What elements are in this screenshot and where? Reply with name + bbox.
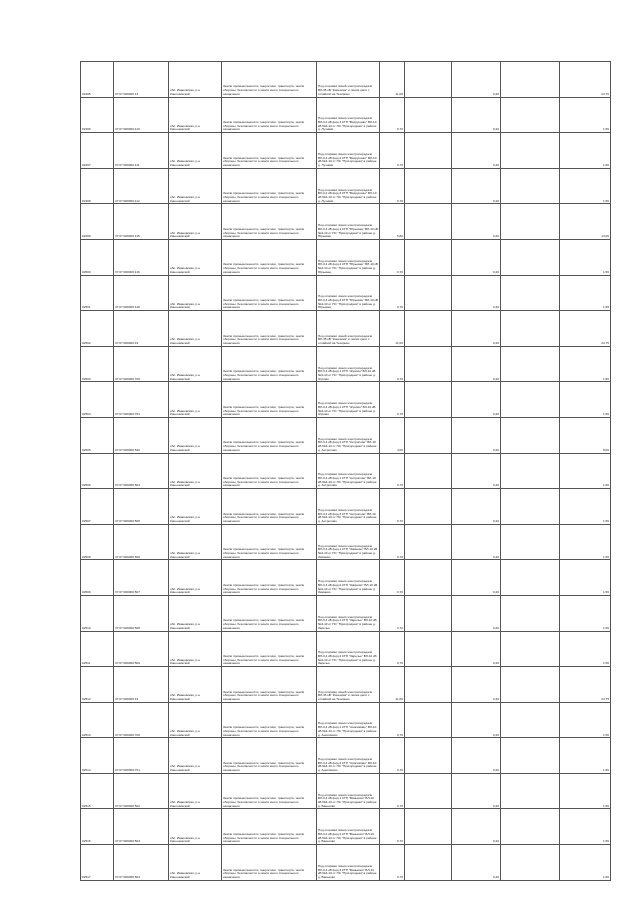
area-value: 0,70	[380, 845, 405, 881]
tax-rate: 0,20	[452, 417, 501, 453]
area-value: 0,70	[380, 738, 405, 774]
table-row	[81, 97, 611, 133]
table-row	[81, 809, 611, 845]
empty-cell	[501, 809, 560, 845]
table-row	[81, 346, 611, 382]
location: обл. Ивановская, р-н Кинешемский	[169, 382, 222, 418]
permitted-use: Под опорами линии электропередачи ВЛ-0,4 кВ фид.1 КТП "Заречье" ВЛ-10 кВ №4-10 от ПС "Пригородная" в районе д. Заречье	[317, 595, 380, 631]
empty-cell	[501, 417, 560, 453]
table-row	[81, 311, 611, 347]
row-number: 02512	[81, 667, 114, 703]
tax-rate: 0,20	[452, 738, 501, 774]
empty-cell	[405, 97, 452, 133]
location: обл. Ивановская, р-н Кинешемский	[169, 204, 222, 240]
row-number: 02511	[81, 631, 114, 667]
row-number: 02515	[81, 773, 114, 809]
area-value: 11,00	[380, 62, 405, 98]
area-value: 5,80	[380, 204, 405, 240]
area-value: 11,00	[380, 667, 405, 703]
permitted-use: Под опорами линии электропередачи ВЛ-0,4 кВ фид.1 КТП "Ваньково" ВЛ-10 кВ №4-10 от ПС "Пригородная" в районе д. Ваньково	[317, 773, 380, 809]
cadastral-number: 37:07:000000:115	[114, 204, 169, 240]
empty-cell	[405, 382, 452, 418]
tax-amount: 1,56	[560, 738, 611, 774]
empty-cell	[405, 595, 452, 631]
land-category: Земли промышленности, энергетики, транспорта, земли обороны, безопасности и земли иного специального назначения	[222, 311, 317, 347]
land-category: Земли промышленности, энергетики, транспорта, земли обороны, безопасности и земли иного специального назначения	[222, 62, 317, 98]
permitted-use: Под опорами линии электропередачи ВЛ-0,4 кВ фид.2 КТП "Зимнево" ВЛ-10 кВ №4-10 от ПС "Пригородная" в районе д. Зимнево	[317, 560, 380, 596]
cadastral-number: 37:07:000000:701	[114, 382, 169, 418]
area-value: 0,70	[380, 809, 405, 845]
location: обл. Ивановская, р-н Кинешемский	[169, 97, 222, 133]
empty-cell	[501, 346, 560, 382]
area-value: 0,70	[380, 97, 405, 133]
tax-rate: 0,20	[452, 97, 501, 133]
cadastral-number: 37:07:000000:701	[114, 738, 169, 774]
cadastral-number: 37:07:000000:112	[114, 168, 169, 204]
cadastral-number: 37:07:000000:506	[114, 524, 169, 560]
empty-cell	[405, 845, 452, 881]
empty-cell	[405, 773, 452, 809]
permitted-use: Под опорами линии электропередачи ВЛ-0,4 кВ фид.2 КТП "Заречье" ВЛ-10 кВ №4-10 от ПС "Пригородная" в районе д. Заречье	[317, 631, 380, 667]
location: обл. Ивановская, р-н Кинешемский	[169, 168, 222, 204]
empty-cell	[405, 809, 452, 845]
area-value: 0,70	[380, 346, 405, 382]
row-number: 02495	[81, 62, 114, 98]
tax-rate: 0,20	[452, 809, 501, 845]
table-row	[81, 168, 611, 204]
table-row	[81, 453, 611, 489]
empty-cell	[501, 97, 560, 133]
table-row	[81, 239, 611, 275]
area-value: 0,70	[380, 133, 405, 169]
tax-rate: 0,20	[452, 845, 501, 881]
empty-cell	[501, 845, 560, 881]
empty-cell	[501, 204, 560, 240]
empty-cell	[501, 489, 560, 525]
empty-cell	[405, 168, 452, 204]
tax-rate: 0,20	[452, 773, 501, 809]
tax-amount: 1,56	[560, 595, 611, 631]
empty-cell	[501, 311, 560, 347]
land-category: Земли промышленности, энергетики, транспорта, земли обороны, безопасности и земли иного специального назначения	[222, 239, 317, 275]
tax-rate: 0,20	[452, 204, 501, 240]
land-register-table	[80, 61, 611, 881]
row-number: 02514	[81, 738, 114, 774]
cadastral-number: 37:07:000000:504	[114, 845, 169, 881]
area-value: 0,70	[380, 239, 405, 275]
cadastral-number: 37:07:000000:118	[114, 275, 169, 311]
table-row	[81, 133, 611, 169]
row-number: 02501	[81, 275, 114, 311]
area-value: 11,00	[380, 311, 405, 347]
table-row	[81, 524, 611, 560]
location: обл. Ивановская, р-н Кинешемский	[169, 524, 222, 560]
cadastral-number: 37:07:000000:507	[114, 560, 169, 596]
tax-rate: 0,20	[452, 239, 501, 275]
table-row	[81, 382, 611, 418]
empty-cell	[501, 168, 560, 204]
permitted-use: Под опорами линий электропередачи ВЛ-35 кВ "Кинешма" и линия цепи с отпайкой на Тезирево	[317, 667, 380, 703]
table-row	[81, 417, 611, 453]
location: обл. Ивановская, р-н Кинешемский	[169, 62, 222, 98]
row-number: 02508	[81, 524, 114, 560]
land-category: Земли промышленности, энергетики, транспорта, земли обороны, безопасности и земли иного специального назначения	[222, 667, 317, 703]
permitted-use: Под опорами линии электропередачи ВЛ-0,4 кВ фид.2 КТП "Вахрушево" ВЛ-10 кВ №4-10 от ПС "Пригородная" в районе д. Лучники	[317, 133, 380, 169]
land-category: Земли промышленности, энергетики, транспорта, земли обороны, безопасности и земли иного специального назначения	[222, 773, 317, 809]
area-value: 0,70	[380, 631, 405, 667]
row-number: 02516	[81, 809, 114, 845]
permitted-use: Под опорами линии электропередачи ВЛ-0,4 кВ фид.4 КТП "Вахрушево" ВЛ-10 кВ №4-10 от ПС "Пригородная" в районе д. Лучники	[317, 97, 380, 133]
land-category: Земли промышленности, энергетики, транспорта, земли обороны, безопасности и земли иного специального назначения	[222, 702, 317, 738]
empty-cell	[405, 133, 452, 169]
row-number: 02509	[81, 560, 114, 596]
land-category: Земли промышленности, энергетики, транспорта, земли обороны, безопасности и земли иного специального назначения	[222, 97, 317, 133]
land-category: Земли промышленности, энергетики, транспорта, земли обороны, безопасности и земли иного специального назначения	[222, 417, 317, 453]
area-value: 0,70	[380, 168, 405, 204]
tax-rate: 0,20	[452, 560, 501, 596]
tax-rate: 0,20	[452, 631, 501, 667]
cadastral-number: 37:07:000000:111	[114, 133, 169, 169]
tax-rate: 0,20	[452, 453, 501, 489]
cadastral-number: 37:07:000000:13	[114, 62, 169, 98]
table-row	[81, 667, 611, 703]
cadastral-number: 37:07:000000:19	[114, 667, 169, 703]
location: обл. Ивановская, р-н Кинешемский	[169, 595, 222, 631]
empty-cell	[501, 275, 560, 311]
row-number: 02502	[81, 311, 114, 347]
land-category: Земли промышленности, энергетики, транспорта, земли обороны, безопасности и земли иного специального назначения	[222, 845, 317, 881]
tax-rate: 0,20	[452, 133, 501, 169]
empty-cell	[501, 667, 560, 703]
cadastral-number: 37:07:000000:508	[114, 595, 169, 631]
location: обл. Ивановская, р-н Кинешемский	[169, 346, 222, 382]
tax-amount: 1,56	[560, 524, 611, 560]
table-row	[81, 275, 611, 311]
row-number: 02506	[81, 453, 114, 489]
tax-rate: 0,20	[452, 311, 501, 347]
tax-rate: 0,20	[452, 382, 501, 418]
empty-cell	[405, 631, 452, 667]
empty-cell	[405, 204, 452, 240]
permitted-use: Под опорами линии электропередачи ВЛ-0,4 кВ фид.2 КТП "Юрьевец" ВЛ-10 кВ №4-10 от ПС "Пригородная" в районе д. Юрьевец	[317, 239, 380, 275]
tax-rate: 0,20	[452, 524, 501, 560]
permitted-use: Под опорами линий электропередачи ВЛ-35 кВ "Кинешма" и линия цепи с отпайкой на Тезирево	[317, 311, 380, 347]
land-category: Земли промышленности, энергетики, транспорта, земли обороны, безопасности и земли иного специального назначения	[222, 738, 317, 774]
table-row	[81, 62, 611, 98]
location: обл. Ивановская, р-н Кинешемский	[169, 809, 222, 845]
area-value: 0,70	[380, 524, 405, 560]
table-row	[81, 631, 611, 667]
empty-cell	[405, 524, 452, 560]
row-number: 02513	[81, 702, 114, 738]
cadastral-number: 37:07:000000:116	[114, 239, 169, 275]
row-number: 02503	[81, 346, 114, 382]
empty-cell	[501, 738, 560, 774]
land-category: Земли промышленности, энергетики, транспорта, земли обороны, безопасности и земли иного специального назначения	[222, 560, 317, 596]
tax-amount: 1,56	[560, 275, 611, 311]
land-category: Земли промышленности, энергетики, транспорта, земли обороны, безопасности и земли иного специального назначения	[222, 595, 317, 631]
permitted-use: Под опорами линии электропередачи ВЛ-0,4 кВ фид.1 КТП "Жуково" ВЛ-10 кВ №4-10 от ПС "Пригородная" в районе д. Жуково	[317, 382, 380, 418]
cadastral-number: 37:07:000000:504	[114, 453, 169, 489]
tax-amount: 9,00	[560, 417, 611, 453]
area-value: 0,70	[380, 773, 405, 809]
land-category: Земли промышленности, энергетики, транспорта, земли обороны, безопасности и земли иного специального назначения	[222, 524, 317, 560]
permitted-use: Под опорами линии электропередачи ВЛ-0,4 кВ фид.2 КТП "Анисимово" ВЛ-10 кВ №4-10 от ПС "Пригородная" в районе д. Анисимово	[317, 738, 380, 774]
empty-cell	[501, 453, 560, 489]
tax-amount: 1,56	[560, 845, 611, 881]
tax-rate: 0,20	[452, 702, 501, 738]
location: обл. Ивановская, р-н Кинешемский	[169, 453, 222, 489]
row-number: 02497	[81, 133, 114, 169]
tax-amount: 24,75	[560, 667, 611, 703]
empty-cell	[405, 667, 452, 703]
tax-amount: 1,56	[560, 631, 611, 667]
empty-cell	[405, 346, 452, 382]
row-number: 02504	[81, 382, 114, 418]
permitted-use: Под опорами линии электропередачи ВЛ-0,4 кВ фид.3 КТП "Юрьевец" ВЛ-10 кВ №4-10 от ПС "Пригородная" в районе д. Юрьевец	[317, 275, 380, 311]
location: обл. Ивановская, р-н Кинешемский	[169, 631, 222, 667]
empty-cell	[501, 133, 560, 169]
empty-cell	[501, 524, 560, 560]
row-number: 02517	[81, 845, 114, 881]
land-category: Земли промышленности, энергетики, транспорта, земли обороны, безопасности и земли иного специального назначения	[222, 133, 317, 169]
empty-cell	[405, 275, 452, 311]
area-value: 0,70	[380, 595, 405, 631]
permitted-use: Под опорами линии электропередачи ВЛ-0,4 кВ фид.3 КТП "Ваньково" ВЛ-10 кВ №4-10 от ПС "Пригородная" в районе д. Ваньково	[317, 845, 380, 881]
tax-amount: 1,56	[560, 97, 611, 133]
table-row	[81, 773, 611, 809]
table-row	[81, 204, 611, 240]
empty-cell	[501, 702, 560, 738]
area-value: 0,70	[380, 489, 405, 525]
cadastral-number: 37:07:000000:509	[114, 631, 169, 667]
land-category: Земли промышленности, энергетики, транспорта, земли обороны, безопасности и земли иного специального назначения	[222, 275, 317, 311]
land-category: Земли промышленности, энергетики, транспорта, земли обороны, безопасности и земли иного специального назначения	[222, 204, 317, 240]
cadastral-number: 37:07:000000:505	[114, 489, 169, 525]
empty-cell	[501, 560, 560, 596]
empty-cell	[501, 382, 560, 418]
area-value: 0,70	[380, 702, 405, 738]
area-value: 0,70	[380, 275, 405, 311]
location: обл. Ивановская, р-н Кинешемский	[169, 417, 222, 453]
tax-amount: 1,56	[560, 773, 611, 809]
tax-rate: 0,20	[452, 62, 501, 98]
location: обл. Ивановская, р-н Кинешемский	[169, 311, 222, 347]
location: обл. Ивановская, р-н Кинешемский	[169, 133, 222, 169]
tax-amount: 1,56	[560, 453, 611, 489]
empty-cell	[501, 239, 560, 275]
land-category: Земли промышленности, энергетики, транспорта, земли обороны, безопасности и земли иного специального назначения	[222, 631, 317, 667]
cadastral-number: 37:07:000000:503	[114, 809, 169, 845]
empty-cell	[501, 773, 560, 809]
tax-amount: 1,56	[560, 168, 611, 204]
location: обл. Ивановская, р-н Кинешемский	[169, 738, 222, 774]
permitted-use: Под опорами линии электропередачи ВЛ-0,4 кВ фид.3 КТП "Антропово" ВЛ-10 кВ №4-10 от ПС "Пригородная" в районе д. Антропово	[317, 489, 380, 525]
tax-amount: 1,56	[560, 489, 611, 525]
empty-cell	[405, 702, 452, 738]
land-category: Земли промышленности, энергетики, транспорта, земли обороны, безопасности и земли иного специального назначения	[222, 346, 317, 382]
location: обл. Ивановская, р-н Кинешемский	[169, 773, 222, 809]
empty-cell	[405, 311, 452, 347]
empty-cell	[405, 453, 452, 489]
land-category: Земли промышленности, энергетики, транспорта, земли обороны, безопасности и земли иного специального назначения	[222, 453, 317, 489]
permitted-use: Под опорами линии электропередачи ВЛ-0,4 кВ фид.2 КТП "Антропово" ВЛ-10 кВ №4-10 от ПС "Пригородная" в районе д. Антропово	[317, 417, 380, 453]
tax-amount: 1,56	[560, 346, 611, 382]
area-value: 0,70	[380, 382, 405, 418]
land-category: Земли промышленности, энергетики, транспорта, земли обороны, безопасности и земли иного специального назначения	[222, 489, 317, 525]
cadastral-number: 37:07:000000:700	[114, 346, 169, 382]
tax-amount: 1,56	[560, 382, 611, 418]
tax-rate: 0,20	[452, 595, 501, 631]
location: обл. Ивановская, р-н Кинешемский	[169, 702, 222, 738]
area-value: 4,00	[380, 417, 405, 453]
cadastral-number: 37:07:000000:520	[114, 417, 169, 453]
cadastral-number: 37:07:000000:110	[114, 97, 169, 133]
location: обл. Ивановская, р-н Кинешемский	[169, 239, 222, 275]
area-value: 0,70	[380, 560, 405, 596]
empty-cell	[501, 595, 560, 631]
land-category: Земли промышленности, энергетики, транспорта, земли обороны, безопасности и земли иного специального назначения	[222, 809, 317, 845]
permitted-use: Под опорами линий электропередачи ВЛ-35 кВ "Кинешма" и линия цепи с отпайкой на Тезирево	[317, 62, 380, 98]
empty-cell	[405, 489, 452, 525]
land-category: Земли промышленности, энергетики, транспорта, земли обороны, безопасности и земли иного специального назначения	[222, 382, 317, 418]
tax-amount: 1,56	[560, 809, 611, 845]
permitted-use: Под опорами линии электропередачи ВЛ-0,4 кВ фид.1 КТП "Анисимово" ВЛ-10 кВ №4-10 от ПС "Пригородная" в районе д. Анисимово	[317, 702, 380, 738]
table-row	[81, 845, 611, 881]
empty-cell	[405, 417, 452, 453]
permitted-use: Под опорами линии электропередачи ВЛ-0,4 кВ фид.1 КТП "Жуково" ВЛ-10 кВ №4-10 от ПС "Пригородная" в районе д. Жуково	[317, 346, 380, 382]
tax-rate: 0,20	[452, 275, 501, 311]
tax-rate: 0,20	[452, 667, 501, 703]
cadastral-number: 37:07:000000:700	[114, 702, 169, 738]
permitted-use: Под опорами линии электропередачи ВЛ-0,4 кВ фид.3 КТП "Вахрушево" ВЛ-10 кВ №4-10 от ПС "Пригородная" в районе д. Лучники	[317, 168, 380, 204]
empty-cell	[405, 62, 452, 98]
location: обл. Ивановская, р-н Кинешемский	[169, 489, 222, 525]
permitted-use: Под опорами линии электропередачи ВЛ-0,4 кВ фид.1 КТП "Юрьевец" ВЛ-10 кВ №4-10 от ПС "Пригородная" в районе д. Юрьевец	[317, 204, 380, 240]
tax-amount: 1,56	[560, 133, 611, 169]
row-number: 02505	[81, 417, 114, 453]
empty-cell	[501, 631, 560, 667]
tax-amount: 24,75	[560, 311, 611, 347]
row-number: 02500	[81, 239, 114, 275]
empty-cell	[405, 738, 452, 774]
table-row	[81, 738, 611, 774]
permitted-use: Под опорами линии электропередачи ВЛ-0,4 кВ фид.1 КТП "Зимнево" ВЛ-10 кВ №4-10 от ПС "Пригородная" в районе д. Зимнево	[317, 524, 380, 560]
table-row	[81, 489, 611, 525]
cadastral-number: 37:07:000000:502	[114, 773, 169, 809]
permitted-use: Под опорами линии электропередачи ВЛ-0,4 кВ фид.2 КТП "Ваньково" ВЛ-10 кВ №4-10 от ПС "Пригородная" в районе д. Ваньково	[317, 809, 380, 845]
tax-amount: 1,56	[560, 560, 611, 596]
table-row	[81, 560, 611, 596]
row-number: 02496	[81, 97, 114, 133]
location: обл. Ивановская, р-н Кинешемский	[169, 845, 222, 881]
tax-amount: 1,56	[560, 239, 611, 275]
row-number: 02507	[81, 489, 114, 525]
tax-amount: 1,56	[560, 702, 611, 738]
land-category: Земли промышленности, энергетики, транспорта, земли обороны, безопасности и земли иного специального назначения	[222, 168, 317, 204]
row-number: 02499	[81, 204, 114, 240]
table-row	[81, 595, 611, 631]
tax-rate: 0,20	[452, 168, 501, 204]
empty-cell	[405, 560, 452, 596]
location: обл. Ивановская, р-н Кинешемский	[169, 667, 222, 703]
permitted-use: Под опорами линии электропередачи ВЛ-0,4 кВ фид.1 КТП "Антропово" ВЛ-10 кВ №4-10 от ПС "Пригородная" в районе д. Антропово	[317, 453, 380, 489]
table-row	[81, 702, 611, 738]
cadastral-number: 37:07:000000:19	[114, 311, 169, 347]
location: обл. Ивановская, р-н Кинешемский	[169, 560, 222, 596]
table-body	[81, 62, 611, 881]
tax-amount: 13,05	[560, 204, 611, 240]
tax-rate: 0,20	[452, 346, 501, 382]
area-value: 0,70	[380, 453, 405, 489]
empty-cell	[405, 239, 452, 275]
row-number: 02510	[81, 595, 114, 631]
tax-amount: 24,70	[560, 62, 611, 98]
empty-cell	[501, 62, 560, 98]
row-number: 02498	[81, 168, 114, 204]
tax-rate: 0,20	[452, 489, 501, 525]
location: обл. Ивановская, р-н Кинешемский	[169, 275, 222, 311]
